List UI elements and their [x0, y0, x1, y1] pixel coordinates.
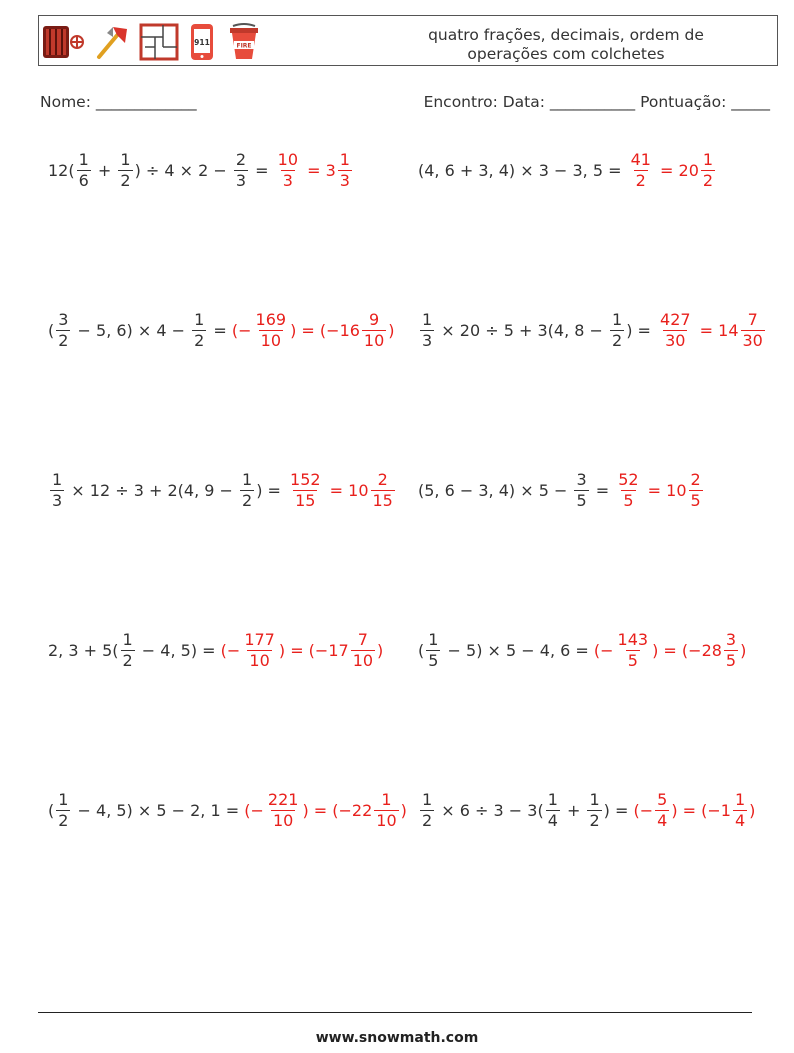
denominator: 10: [249, 650, 270, 670]
fraction: [50, 469, 64, 510]
equals: ) =: [256, 480, 287, 500]
fraction: [192, 309, 206, 350]
expr-text: (5, 6 − 3, 4) × 5 −: [418, 480, 573, 500]
fraction: [546, 789, 560, 830]
answer-fraction: [254, 309, 289, 350]
denominator: 2: [702, 170, 714, 190]
numerator: 7: [357, 629, 368, 649]
numerator: 1: [422, 789, 433, 809]
expr-text: × 12 ÷ 3 + 2(4, 9 −: [66, 480, 238, 500]
footer-site-link[interactable]: www.snowmath.com: [315, 1030, 479, 1046]
denominator: 30: [742, 330, 763, 350]
answer-text: (−: [231, 320, 252, 340]
fire-axe-icon: [93, 23, 131, 61]
equals: =: [250, 160, 274, 180]
numerator: 1: [422, 309, 433, 329]
expr-text: × 20 ÷ 5 + 3(4, 8 −: [436, 320, 608, 340]
equals: =: [208, 320, 232, 340]
phone-911-icon: [187, 22, 217, 62]
floor-plan-icon: [139, 23, 179, 61]
title-line-1: quatro frações, decimais, ordem de: [428, 26, 704, 44]
expr-text: − 5) × 5 − 4, 6 =: [442, 640, 594, 660]
numerator: 7: [747, 309, 758, 329]
numerator: 1: [78, 149, 89, 169]
numerator: 177: [244, 629, 275, 649]
numerator: 1: [339, 149, 350, 169]
answer-fraction: [658, 309, 693, 350]
numerator: 1: [589, 789, 600, 809]
answer-fraction: [701, 149, 715, 190]
answer-text: = 20: [654, 160, 699, 180]
worksheet-title: [401, 26, 731, 64]
answer-text: (−: [593, 640, 614, 660]
answer-text: = 10: [642, 480, 687, 500]
title-line-2: operações com colchetes: [467, 45, 665, 63]
fire-bucket-text: FIRE: [236, 42, 252, 50]
numerator: 1: [381, 789, 392, 809]
problem-7: [48, 625, 383, 675]
answer-fraction: [242, 629, 277, 670]
numerator: 1: [52, 469, 63, 489]
denominator: 2: [242, 490, 253, 510]
numerator: 152: [290, 469, 321, 489]
expr-text: − 4, 5) × 5 − 2, 1 =: [72, 800, 245, 820]
numerator: 3: [58, 309, 69, 329]
fraction: [420, 309, 434, 350]
denominator: 10: [376, 810, 397, 830]
date-score-field: Encontro: Data: ___________ Pontuação: _____: [423, 93, 770, 111]
denominator: 2: [589, 810, 600, 830]
denominator: 4: [734, 810, 746, 830]
answer-text: ) = (−1: [671, 800, 731, 820]
denominator: 5: [623, 490, 634, 510]
denominator: 2: [422, 810, 433, 830]
answer-fraction: [351, 629, 375, 670]
equals: ) =: [626, 320, 657, 340]
denominator: 5: [690, 490, 701, 510]
problem-3: [48, 305, 395, 355]
numerator: 2: [690, 469, 701, 489]
fraction: [610, 309, 624, 350]
expr-text: (: [48, 320, 55, 340]
fraction: [240, 469, 254, 510]
denominator: 3: [52, 490, 63, 510]
answer-fraction: [266, 789, 301, 830]
expr-text: (4, 6 + 3, 4) × 3 − 3, 5 =: [418, 160, 627, 180]
answer-fraction: [629, 149, 653, 190]
answer-text: ): [749, 800, 756, 820]
fraction: [77, 149, 91, 190]
numerator: 52: [618, 469, 639, 489]
numerator: 1: [194, 309, 205, 329]
fraction: [118, 149, 132, 190]
fraction: [420, 789, 434, 830]
expr-text: ) ÷ 4 × 2 −: [134, 160, 232, 180]
numerator: 2: [377, 469, 388, 489]
answer-text: ) = (−28: [652, 640, 722, 660]
expr-text: 2, 3 + 5(: [48, 640, 119, 660]
answer-text: ): [400, 800, 407, 820]
fraction: [56, 789, 70, 830]
numerator: 1: [612, 309, 623, 329]
problem-9: [48, 785, 407, 835]
answer-text: = 3: [302, 160, 336, 180]
numerator: 3: [725, 629, 737, 649]
numerator: 9: [369, 309, 380, 329]
answer-fraction: [741, 309, 765, 350]
denominator: 3: [339, 170, 350, 190]
answer-text: ) = (−22: [302, 800, 373, 820]
numerator: 1: [702, 149, 714, 169]
answer-text: ) = (−16: [290, 320, 360, 340]
numerator: 1: [122, 629, 133, 649]
problem-4: [418, 305, 767, 355]
answer-fraction: [724, 629, 738, 670]
fire-hose-icon: [41, 23, 85, 61]
answer-text: (−: [220, 640, 241, 660]
denominator: 2: [58, 330, 69, 350]
fraction: [426, 629, 440, 670]
numerator: 221: [267, 789, 299, 809]
denominator: 3: [282, 170, 293, 190]
denominator: 15: [295, 490, 316, 510]
answer-text: (−: [244, 800, 264, 820]
denominator: 2: [612, 330, 623, 350]
answer-fraction: [616, 469, 640, 510]
numerator: 2: [235, 149, 247, 169]
answer-text: ): [740, 640, 747, 660]
problem-5: [48, 465, 397, 515]
numerator: 5: [657, 789, 668, 809]
numerator: 169: [255, 309, 287, 329]
problem-8: [418, 625, 746, 675]
numerator: 41: [630, 149, 651, 169]
denominator: 5: [576, 490, 587, 510]
answer-fraction: [371, 469, 395, 510]
denominator: 5: [428, 650, 439, 670]
answer-fraction: [655, 789, 669, 830]
expr-text: − 4, 5) =: [136, 640, 221, 660]
fraction: [56, 309, 70, 350]
fire-bucket-icon: [225, 22, 263, 62]
denominator: 10: [272, 810, 294, 830]
numerator: 3: [576, 469, 587, 489]
answer-text: (−: [633, 800, 654, 820]
denominator: 2: [58, 810, 69, 830]
denominator: 3: [422, 330, 433, 350]
answer-fraction: [362, 309, 386, 350]
denominator: 5: [725, 650, 737, 670]
denominator: 3: [235, 170, 247, 190]
denominator: 2: [122, 650, 133, 670]
problem-6: [418, 465, 705, 515]
expr-text: − 5, 6) × 4 −: [72, 320, 191, 340]
denominator: 2: [635, 170, 646, 190]
expr-text: (: [48, 800, 55, 820]
footer-divider: [38, 1012, 752, 1013]
expr-text: × 6 ÷ 3 − 3(: [436, 800, 544, 820]
answer-text: ): [377, 640, 384, 660]
numerator: 1: [547, 789, 558, 809]
phone-911-text: 911: [194, 38, 210, 47]
equals: =: [590, 480, 615, 500]
fraction: [574, 469, 588, 510]
numerator: 1: [428, 629, 439, 649]
denominator: 10: [352, 650, 374, 670]
fraction: [121, 629, 135, 670]
problem-10: [418, 785, 755, 835]
name-field: Nome: _____________: [40, 93, 197, 111]
denominator: 6: [78, 170, 89, 190]
answer-fraction: [733, 789, 747, 830]
fraction: [587, 789, 601, 830]
numerator: 1: [734, 789, 746, 809]
expr-text: +: [561, 800, 586, 820]
header-icons: [41, 20, 263, 64]
worksheet-header: [38, 15, 778, 66]
denominator: 15: [372, 490, 393, 510]
numerator: 143: [617, 629, 649, 649]
denominator: 30: [665, 330, 686, 350]
numerator: 427: [660, 309, 691, 329]
denominator: 10: [260, 330, 281, 350]
denominator: 4: [547, 810, 558, 830]
numerator: 1: [242, 469, 253, 489]
answer-text: ) = (−17: [278, 640, 349, 660]
answer-text: ): [388, 320, 395, 340]
answer-text: = 10: [324, 480, 369, 500]
denominator: 4: [657, 810, 668, 830]
denominator: 5: [627, 650, 638, 670]
problem-1: [48, 145, 354, 195]
numerator: 10: [277, 149, 299, 169]
denominator: 2: [120, 170, 131, 190]
answer-fraction: [276, 149, 300, 190]
numerator: 1: [120, 149, 131, 169]
answer-fraction: [288, 469, 323, 510]
expr-text: (: [418, 640, 425, 660]
fraction: [234, 149, 248, 190]
numerator: 1: [58, 789, 69, 809]
problem-2: [418, 145, 717, 195]
answer-fraction: [616, 629, 651, 670]
answer-fraction: [689, 469, 703, 510]
answer-fraction: [338, 149, 352, 190]
answer-fraction: [374, 789, 398, 830]
expr-text: 12(: [48, 160, 75, 180]
answer-text: = 14: [694, 320, 739, 340]
denominator: 2: [194, 330, 205, 350]
equals: ) =: [603, 800, 634, 820]
denominator: 10: [363, 330, 385, 350]
expr-text: +: [92, 160, 117, 180]
